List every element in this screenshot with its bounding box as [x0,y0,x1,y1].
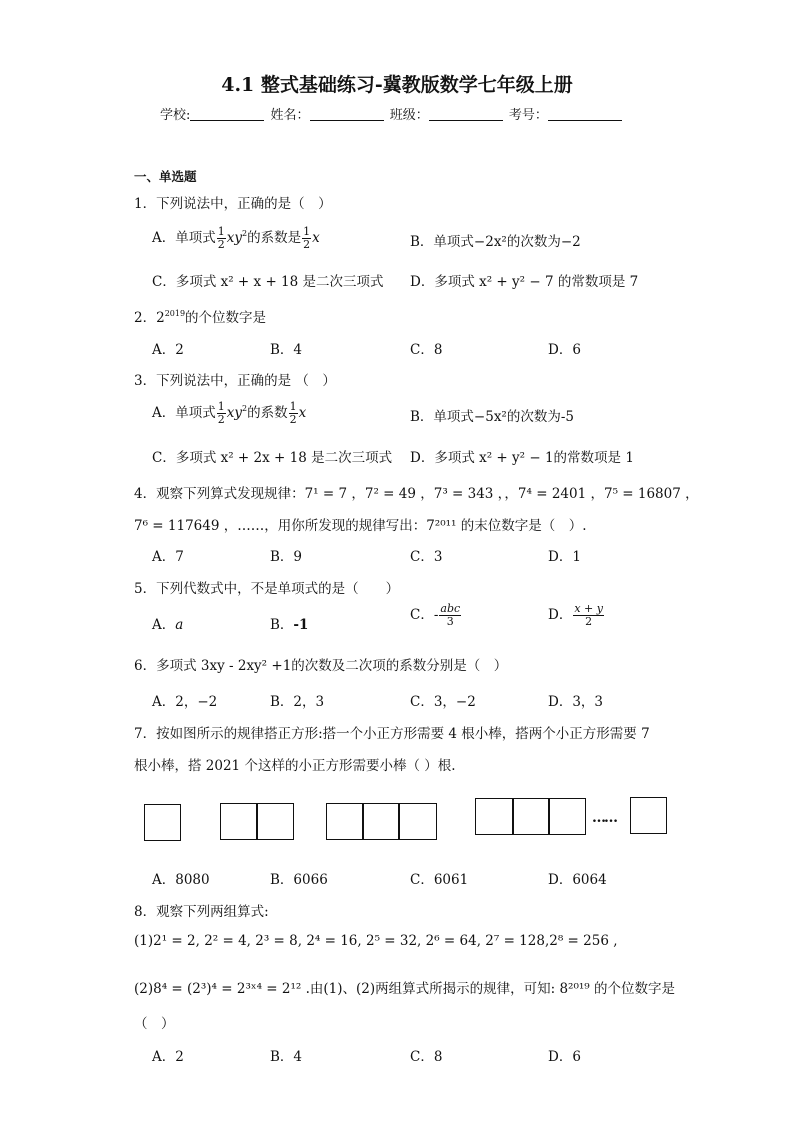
q7-option-d: D．6064 [548,872,607,888]
last-square-figure [630,797,667,834]
q8-option-d: D．6 [548,1049,581,1065]
name-label: 姓名： [270,108,310,123]
exam-no-blank [548,108,622,121]
q7-option-a: A．8080 [152,872,210,888]
n-squares-figure-3 [548,798,586,835]
school-label: 学校: [160,108,191,123]
q6-option-d: D．3，3 [548,694,604,710]
two-squares-figure-1 [220,803,258,840]
q2-option-d: D．6 [548,342,581,358]
q4-option-a: A．7 [152,549,184,565]
q8-option-b: B．4 [270,1049,303,1065]
one-square-figure [144,804,181,841]
q1-option-c: C．多项式 x² + x + 18 是二次三项式 [152,274,384,290]
q2-option-a: A．2 [152,342,184,358]
exam-no-label: 考号： [508,108,548,123]
q8-series-2: (2)8⁴ = (2³)⁴ = 2³ˣ⁴ = 2¹² .由(1)、(2)两组算式所揭示的规律，可知: 8²⁰¹⁹ 的个位数字是 [134,981,675,997]
q5-option-a: A．a [152,617,184,633]
q7-option-b: B．6066 [270,872,328,888]
q8-series-1: (1)2¹ = 2, 2² = 4, 2³ = 8, 2⁴ = 16, 2⁵ = 32, 2⁶ = 64, 2⁷ = 128,2⁸ = 256 , [134,933,618,949]
school-blank [190,108,264,121]
q5-stem: 5．下列代数式中，不是单项式的是（ ） [134,581,400,597]
q6-option-b: B．2，3 [270,694,325,710]
q7-stem-line2: 根小棒，搭 2021 个这样的小正方形需要小棒（ ）根. [134,758,456,774]
q1-option-d: D．多项式 x² + y² − 7 的常数项是 7 [410,274,639,290]
q3-option-c: C．多项式 x² + 2x + 18 是二次三项式 [152,450,393,466]
q1-stem: 1．下列说法中，正确的是（ ） [134,196,332,212]
q5-option-b: B．-1 [270,617,309,633]
q3-stem: 3．下列说法中，正确的是 （ ） [134,373,336,389]
n-squares-figure-2 [512,798,550,835]
three-squares-figure-1 [326,803,364,840]
q6-option-a: A．2，−2 [152,694,218,710]
q5-option-c: C．- $\frac{\text{abc}}{3}$ [410,602,461,628]
q8-option-c: C．8 [410,1049,443,1065]
q6-option-c: C．3，−2 [410,694,476,710]
q4-stem-line1: 4．观察下列算式发现规律：7¹ = 7 ，7² = 49 ，7³ = 343 ，，7⁴ = 2401 ，7⁵ = 16807 ， [134,486,699,502]
q7-option-c: C．6061 [410,872,469,888]
name-blank [310,108,384,121]
class-label: 班级： [389,108,429,123]
ellipsis-dots: …… [592,810,616,826]
q8-answer-bracket: （ ） [134,1016,175,1032]
q3-option-d: D．多项式 x² + y² − 1的常数项是 1 [410,450,634,466]
q5-option-d: D． $\frac{x + y}{2}$ [548,602,603,628]
q6-stem: 6．多项式 3xy - 2xy² +1的次数及二次项的系数分别是（ ） [134,658,508,674]
three-squares-figure-3 [398,803,437,840]
q3-option-a: A．单项式 $\frac{1}{2}$ $xy^2$的系数 $\frac{1}{2}$ x [152,400,307,426]
q8-option-a: A．2 [152,1049,184,1065]
q3-option-b: B．单项式−5x²的次数为-5 [410,409,574,425]
q7-stem-line1: 7．按如图所示的规律搭正方形:搭一个小正方形需要 4 根小棒，搭两个小正方形需要 7 [134,726,650,742]
q2-option-b: B．4 [270,342,303,358]
section-title: 一、单选题 [134,169,197,184]
q1-option-b: B．单项式−2x²的次数为−2 [410,234,581,250]
q2-option-c: C．8 [410,342,443,358]
page-title: 4.1 整式基础练习-冀教版数学七年级上册 [221,74,573,96]
student-info-line [160,104,624,123]
q4-stem-line2: 7⁶ = 117649 ，……，用你所发现的规律写出：7²⁰¹¹ 的末位数字是（ ）. [134,518,587,534]
three-squares-figure-2 [362,803,400,840]
q4-option-b: B．9 [270,549,303,565]
q1-option-a: A．单项式 $\frac{1}{2}$ $xy^2$的系数是 $\frac{1}{2}$ x [152,225,320,251]
q4-option-d: D．1 [548,549,581,565]
q4-option-c: C．3 [410,549,443,565]
q2-stem: 2．$2^{2019}$的个位数字是 [134,309,267,326]
n-squares-figure-1 [475,798,514,835]
class-blank [429,108,503,121]
q8-stem: 8．观察下列两组算式: [134,904,269,920]
two-squares-figure-2 [256,803,294,840]
